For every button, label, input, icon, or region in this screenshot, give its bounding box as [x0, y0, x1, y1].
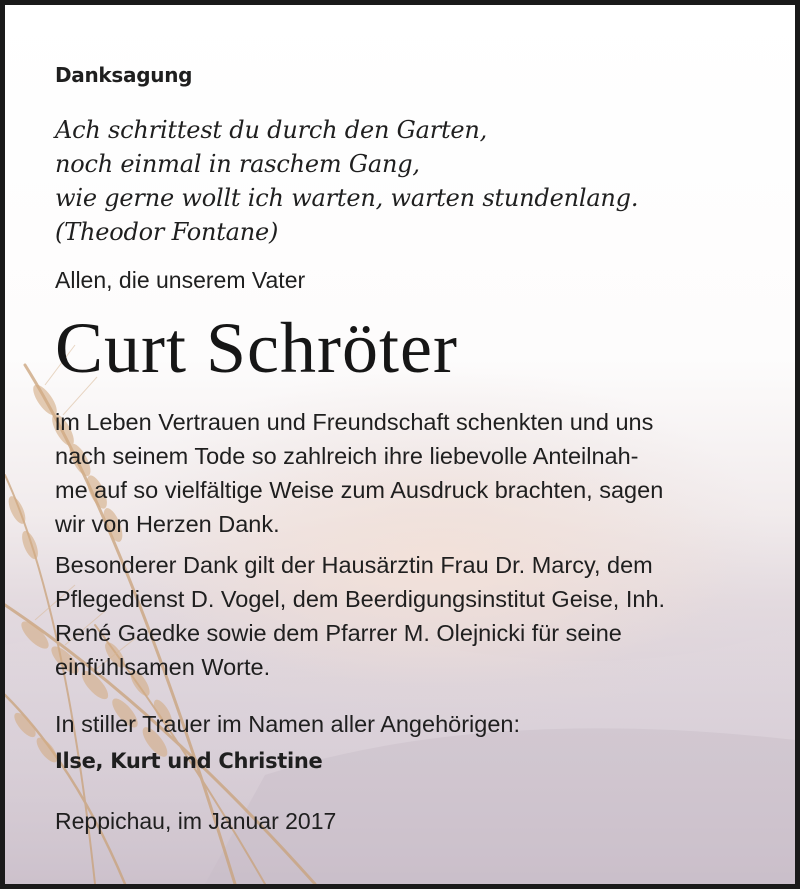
poem-line: Ach schrittest du durch den Garten,: [55, 116, 488, 144]
special-thanks-paragraph: [55, 548, 665, 684]
poem-quote: [55, 113, 638, 249]
paragraph-line: im Leben Vertrauen und Freundschaft schenkten und uns: [55, 409, 654, 435]
poem-line: wie gerne wollt ich warten, warten stundenlang.: [55, 184, 639, 212]
mourning-line: In stiller Trauer im Namen aller Angehörigen:: [55, 711, 520, 737]
paragraph-line: nach seinem Tode so zahlreich ihre liebevolle Anteilnah-: [55, 443, 639, 469]
deceased-name: Curt Schröter: [55, 308, 458, 388]
poem-line: noch einmal in raschem Gang,: [55, 150, 420, 178]
paragraph-line: René Gaedke sowie dem Pfarrer M. Olejnicki für seine: [55, 620, 622, 646]
intro-line: Allen, die unserem Vater: [55, 267, 306, 293]
notice-heading: Danksagung: [55, 63, 193, 87]
place-date: Reppichau, im Januar 2017: [55, 808, 337, 834]
paragraph-line: einfühlsamen Worte.: [55, 654, 271, 680]
paragraph-line: wir von Herzen Dank.: [55, 511, 280, 537]
thanks-paragraph: [55, 405, 663, 541]
signatories: Ilse, Kurt und Christine: [55, 749, 323, 773]
poem-attribution: (Theodor Fontane): [55, 218, 279, 246]
paragraph-line: me auf so vielfältige Weise zum Ausdruck brachten, sagen: [55, 477, 664, 503]
paragraph-line: Besonderer Dank gilt der Hausärztin Frau Dr. Marcy, dem: [55, 552, 653, 578]
paragraph-line: Pflegedienst D. Vogel, dem Beerdigungsinstitut Geise, Inh.: [55, 586, 666, 612]
